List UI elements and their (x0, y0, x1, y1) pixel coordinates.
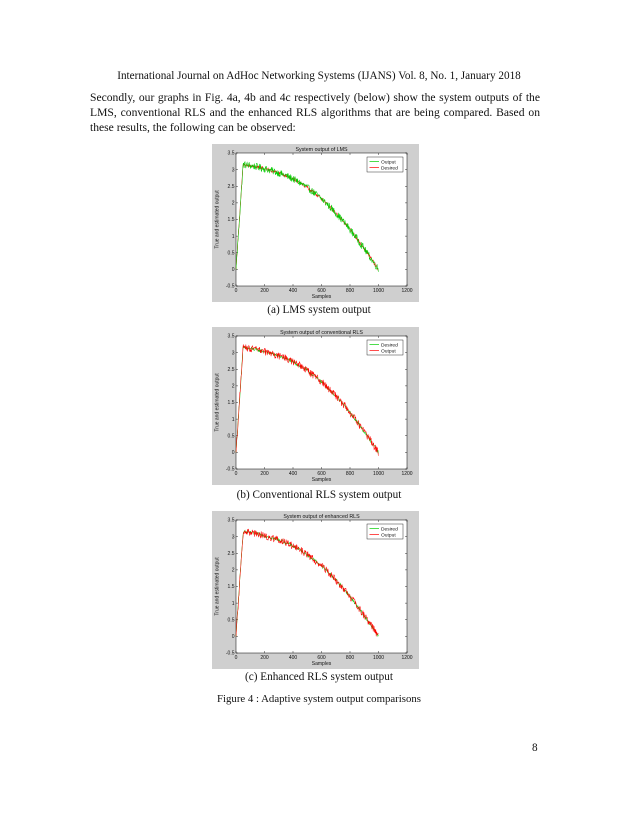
x-tick-label: 1000 (372, 288, 385, 295)
x-tick-label: 0 (234, 471, 238, 478)
y-tick-label: 3.5 (227, 333, 235, 340)
figure-caption: Figure 4 : Adaptive system output comparisons (217, 693, 421, 705)
y-tick-label: 2.5 (227, 366, 235, 373)
chart-b (212, 327, 419, 485)
x-axis-label: Samples (311, 660, 332, 667)
x-tick-label: 0 (234, 288, 238, 295)
x-tick-label: 400 (288, 471, 298, 478)
y-tick-label: 1 (231, 600, 235, 607)
x-axis-label: Samples (311, 476, 332, 483)
figure-a-lms (212, 144, 419, 302)
x-tick-label: 800 (345, 471, 355, 478)
legend-label: Desired (381, 527, 398, 533)
x-tick-label: 600 (317, 471, 326, 478)
y-tick-label: 2 (231, 383, 235, 390)
x-tick-label: 1200 (401, 471, 413, 478)
y-tick-label: 1 (231, 233, 235, 240)
y-tick-label: -0.5 (225, 650, 235, 657)
x-tick-label: 0 (234, 655, 238, 662)
y-tick-label: 2 (231, 200, 235, 207)
legend-label: Output (381, 160, 396, 166)
x-tick-label: 600 (317, 655, 326, 662)
y-tick-label: 0 (231, 267, 235, 274)
chart-title: System output of LMS (295, 146, 348, 153)
y-tick-label: 3 (231, 534, 235, 541)
y-tick-label: 1 (231, 416, 235, 423)
chart-c (212, 511, 419, 669)
y-tick-label: 0.5 (227, 250, 235, 257)
page-number: 8 (532, 742, 538, 754)
x-tick-label: 800 (345, 655, 355, 662)
y-axis-label: True and estimated output (214, 373, 221, 432)
x-tick-label: 1200 (401, 288, 413, 295)
legend-label: Desired (381, 166, 398, 172)
x-tick-label: 200 (260, 288, 269, 295)
chart-title: System output of enhanced RLS (283, 513, 360, 520)
chart-title: System output of conventional RLS (280, 329, 363, 336)
plot-area (236, 520, 407, 653)
y-tick-label: 1.5 (227, 400, 235, 407)
y-tick-label: 3.5 (227, 150, 235, 157)
y-tick-label: 0.5 (227, 617, 235, 624)
journal-header: International Journal on AdHoc Networking Systems (IJANS) Vol. 8, No. 1, January 2018 (117, 70, 521, 82)
y-tick-label: 1.5 (227, 217, 235, 224)
x-tick-label: 400 (288, 655, 298, 662)
x-tick-label: 400 (288, 288, 298, 295)
y-tick-label: 2.5 (227, 183, 235, 190)
figure-c-enhanced-rls (212, 511, 419, 669)
intro-paragraph: Secondly, our graphs in Fig. 4a, 4b and 4c respectively (below) show the system outputs of the LMS, conventional RLS and the enhanced RLS algorithms that are being compared. Based on these results, the following can be observed: (90, 91, 540, 134)
y-tick-label: -0.5 (225, 466, 235, 473)
x-tick-label: 200 (260, 655, 269, 662)
y-tick-label: 0 (231, 450, 235, 457)
y-tick-label: 0 (231, 634, 235, 641)
x-tick-label: 200 (260, 471, 269, 478)
x-tick-label: 600 (317, 288, 326, 295)
x-tick-label: 1000 (372, 471, 385, 478)
x-tick-label: 1200 (401, 655, 413, 662)
y-tick-label: 2.5 (227, 550, 235, 557)
y-tick-label: 0.5 (227, 433, 235, 440)
legend-label: Desired (381, 343, 398, 349)
y-tick-label: -0.5 (225, 283, 235, 290)
y-axis-label: True and estimated output (214, 557, 221, 616)
x-axis-label: Samples (311, 293, 332, 300)
chart-a (212, 144, 419, 302)
plot-area (236, 153, 407, 286)
y-axis-label: True and estimated output (214, 190, 221, 249)
y-tick-label: 3.5 (227, 517, 235, 524)
figure-b-conventional-rls (212, 327, 419, 485)
x-tick-label: 1000 (372, 655, 385, 662)
y-tick-label: 3 (231, 167, 235, 174)
subcaption-a: (a) LMS system output (267, 304, 371, 316)
subcaption-b: (b) Conventional RLS system output (236, 489, 402, 501)
legend-label: Output (381, 533, 396, 539)
subcaption-c: (c) Enhanced RLS system output (245, 671, 393, 683)
y-tick-label: 3 (231, 350, 235, 357)
plot-area (236, 336, 407, 469)
legend-label: Output (381, 349, 396, 355)
x-tick-label: 800 (345, 288, 355, 295)
y-tick-label: 1.5 (227, 584, 235, 591)
y-tick-label: 2 (231, 567, 235, 574)
